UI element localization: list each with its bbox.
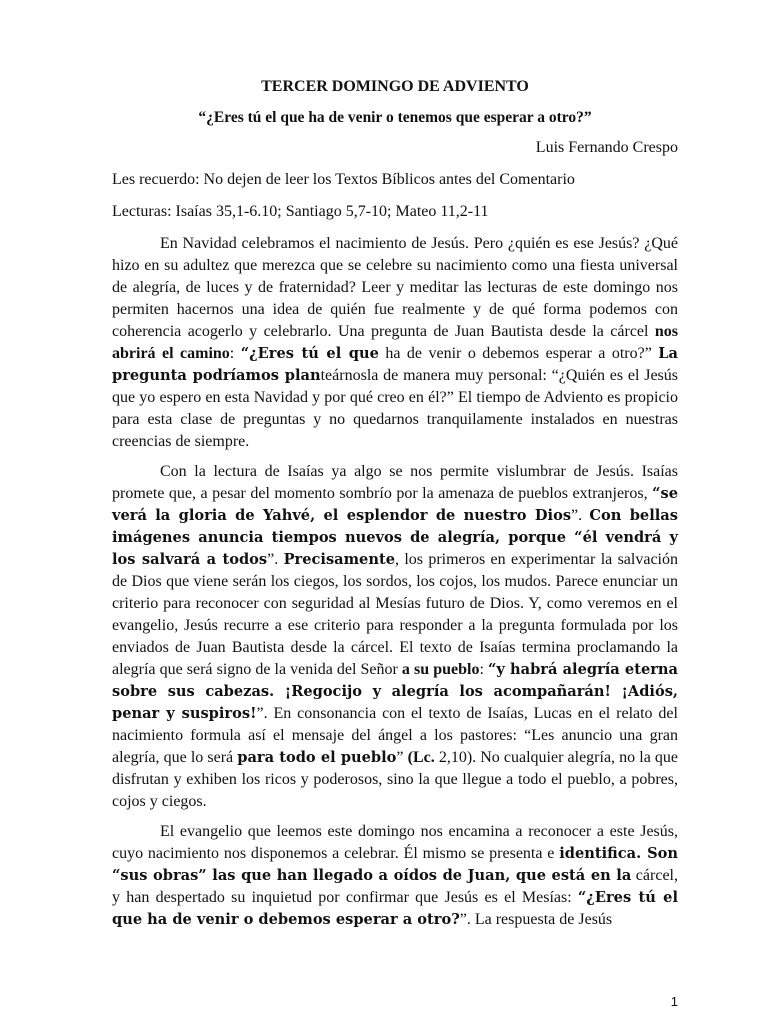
document-page bbox=[112, 78, 678, 939]
author-name: Luis Fernando Crespo bbox=[535, 139, 678, 156]
readings-line: Lecturas: Isaías 35,1-6.10; Santiago 5,7-10; Mateo 11,2-11 bbox=[112, 203, 489, 220]
reminder-line: Les recuerdo: No dejen de leer los Textos Bíblicos antes del Comentario bbox=[112, 171, 575, 188]
document-title: TERCER DOMINGO DE ADVIENTO bbox=[261, 78, 529, 95]
document-subtitle: “¿Eres tú el que ha de venir o tenemos que esperar a otro?” bbox=[198, 109, 592, 126]
paragraph-1: En Navidad celebramos el nacimiento de Jesús. Pero ¿quién es ese Jesús? ¿Qué hizo en su adultez que merezca que se celebre su nacimiento como una fiesta universal de alegría, de luces y de fraternidad? Leer y meditar las lecturas de este domingo nos permiten hacernos una idea de quién fue realmente y de qué forma podemos con coherencia acogerlo y celebrarlo. Una pregunta de Juan Bautista desde la cárcel nos abrirá el camino: “¿Eres tú el que ha de venir o debemos esperar a otro?” La pregunta podríamos planteárnosla de manera muy personal: “¿Quién es el Jesús que yo espero en esta Navidad y por qué creo en él?” El tiempo de Adviento es propicio para esta clase de preguntas y no quedarnos tranquilamente instalados en nuestras creencias de siempre. bbox=[112, 235, 679, 450]
paragraph-3: El evangelio que leemos este domingo nos encamina a reconocer a este Jesús, cuyo nacimiento nos disponemos a celebrar. Él mismo se presenta e identifica. Son “sus obras” las que han llegado a oídos de Juan, que está en la cárcel, y han despertado su inquietud por confirmar que Jesús es el Mesías: “¿Eres tú el que ha de venir o debemos esperar a otro?”. La respuesta de Jesús bbox=[112, 823, 678, 928]
page-number: 1 bbox=[670, 994, 678, 1009]
paragraph-2: Con la lectura de Isaías ya algo se nos permite vislumbrar de Jesús. Isaías promete que, a pesar del momento sombrío por la amenaza de pueblos extranjeros, “se verá la gloria de Yahvé, el esplendor de nuestro Dios”. Con bellas imágenes anuncia tiempos nuevos de alegría, porque “él vendrá y los salvará a todos”. Precisamente, los primeros en experimentar la salvación de Dios que viene serán los ciegos, los sordos, los cojos, los mudos. Parece enunciar un criterio para reconocer con seguridad al Mesías futuro de Dios. Y, como veremos en el evangelio, Jesús recurre a ese criterio para responder a la pregunta formulada por los enviados de Juan Bautista desde la cárcel. El texto de Isaías termina proclamando la alegría que será signo de la venida del Señor a su pueblo: “y habrá alegría eterna sobre sus cabezas. ¡Regocijo y alegría los acompañarán! ¡Adiós, penar y suspiros!”. En consonancia con el texto de Isaías, Lucas en el relato del nacimiento formula así el mensaje del ángel a los pastores: “Les anuncio una gran alegría, que lo será para todo el pueblo” (Lc. 2,10). No cualquier alegría, no la que disfrutan y exhiben los ricos y poderosos, sino la que llegue a todo el pueblo, a pobres, cojos y ciegos. bbox=[112, 463, 678, 810]
